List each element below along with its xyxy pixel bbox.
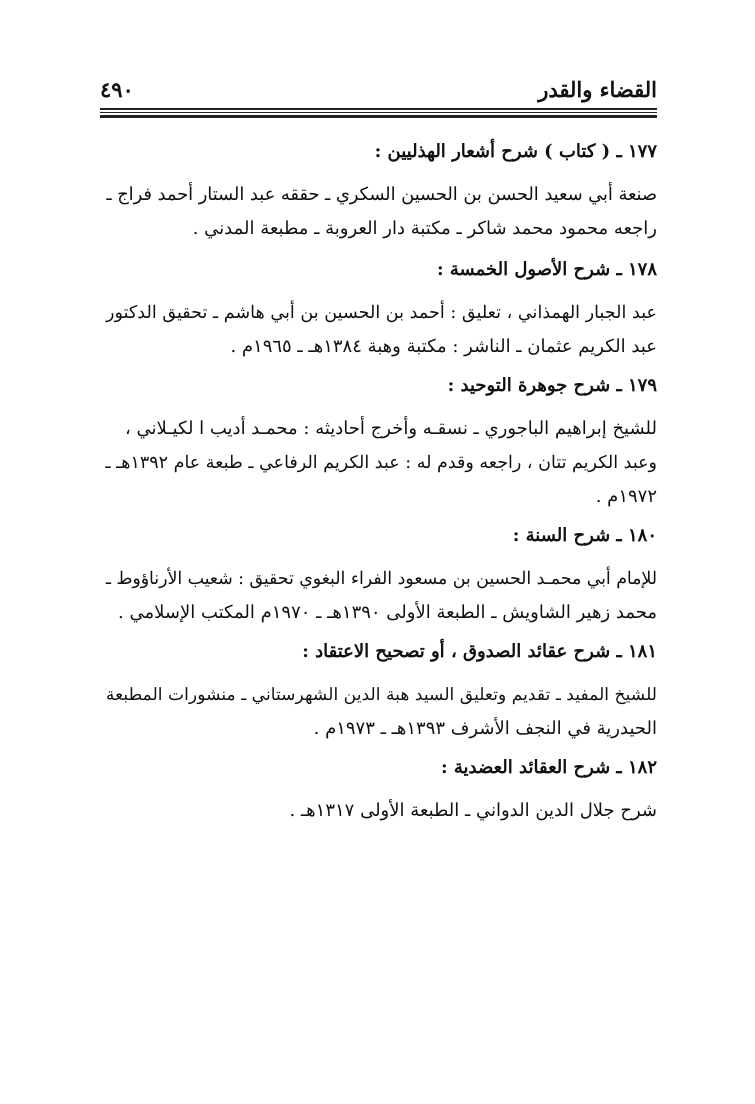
bibliography-entries — [100, 138, 657, 828]
entry-body — [100, 678, 657, 746]
entry-line: ١٩٧٢م . — [595, 486, 657, 507]
bibliography-entry — [100, 138, 657, 256]
entry-line: الحيدرية في النجف الأشرف ١٣٩٣هـ ـ ١٩٧٣م . — [313, 718, 657, 739]
entry-body — [100, 794, 657, 828]
entry-title: ١٧٧ ـ ( كتاب ) شرح أشعار الهذليين : — [374, 141, 657, 162]
entry-body — [100, 178, 657, 246]
entry-body — [100, 562, 657, 630]
entry-line: شرح جلال الدين الدواني ـ الطبعة الأولى ١٣١٧هـ . — [289, 800, 657, 821]
entry-spacer — [100, 246, 657, 256]
header-rule — [100, 108, 657, 124]
page-header — [100, 76, 657, 110]
header-rule-line — [100, 108, 657, 110]
bibliography-entry — [100, 638, 657, 754]
entry-title: ١٨١ ـ شرح عقائد الصدوق ، أو تصحيح الاعتقاد : — [302, 641, 657, 662]
entry-line: راجعه محمود محمد شاكر ـ مكتبة دار العروبة ـ مطبعة المدني . — [192, 218, 657, 239]
entry-spacer — [100, 514, 657, 522]
entry-title: ١٨٠ ـ شرح السنة : — [512, 525, 657, 546]
entry-line: وعبد الكريم تتان ، راجعه وقدم له : عبد الكريم الرفاعي ـ طبعة عام ١٣٩٢هـ ـ — [105, 453, 657, 473]
bibliography-entry — [100, 522, 657, 638]
bibliography-entry — [100, 256, 657, 372]
entry-body — [100, 296, 657, 364]
entry-line: محمد زهير الشاويش ـ الطبعة الأولى ١٣٩٠هـ ـ ١٩٧٠م المكتب الإسلامي . — [118, 602, 657, 623]
running-title: القضاء والقدر — [538, 77, 657, 102]
page-number: ٤٩٠ — [100, 77, 134, 102]
entry-spacer — [100, 630, 657, 638]
entry-line: للشيخ المفيد ـ تقديم وتعليق السيد هبة الدين الشهرستاني ـ منشورات المطبعة — [105, 685, 657, 705]
entry-line: عبد الجبار الهمذاني ، تعليق : أحمد بن الحسين بن أبي هاشم ـ تحقيق الدكتور — [106, 303, 657, 323]
entry-title: ١٧٩ ـ شرح جوهرة التوحيد : — [447, 375, 657, 396]
entry-title: ١٧٨ ـ شرح الأصول الخمسة : — [436, 259, 657, 280]
entry-spacer — [100, 364, 657, 372]
entry-line: عبد الكريم عثمان ـ الناشر : مكتبة وهبة ١٣٨٤هـ ـ ١٩٦٥م . — [230, 336, 657, 357]
entry-spacer — [100, 746, 657, 754]
header-rule-line — [100, 115, 657, 117]
entry-line: للشيخ إبراهيم الباجوري ـ نسقـه وأخرج أحاديثه : محمـد أديب ا لكيـلاني ، — [125, 418, 657, 439]
bibliography-entry — [100, 754, 657, 828]
entry-line: للإمام أبي محمـد الحسين بن مسعود الفراء البغوي تحقيق : شعيب الأرناؤوط ـ — [105, 569, 657, 589]
entry-line: صنعة أبي سعيد الحسن بن الحسين السكري ـ حققه عبد الستار أحمد فراج ـ — [106, 184, 657, 205]
bibliography-entry — [100, 372, 657, 522]
header-rule-line — [100, 112, 657, 114]
entry-title: ١٨٢ ـ شرح العقائد العضدية : — [440, 757, 657, 778]
entry-body — [100, 412, 657, 514]
